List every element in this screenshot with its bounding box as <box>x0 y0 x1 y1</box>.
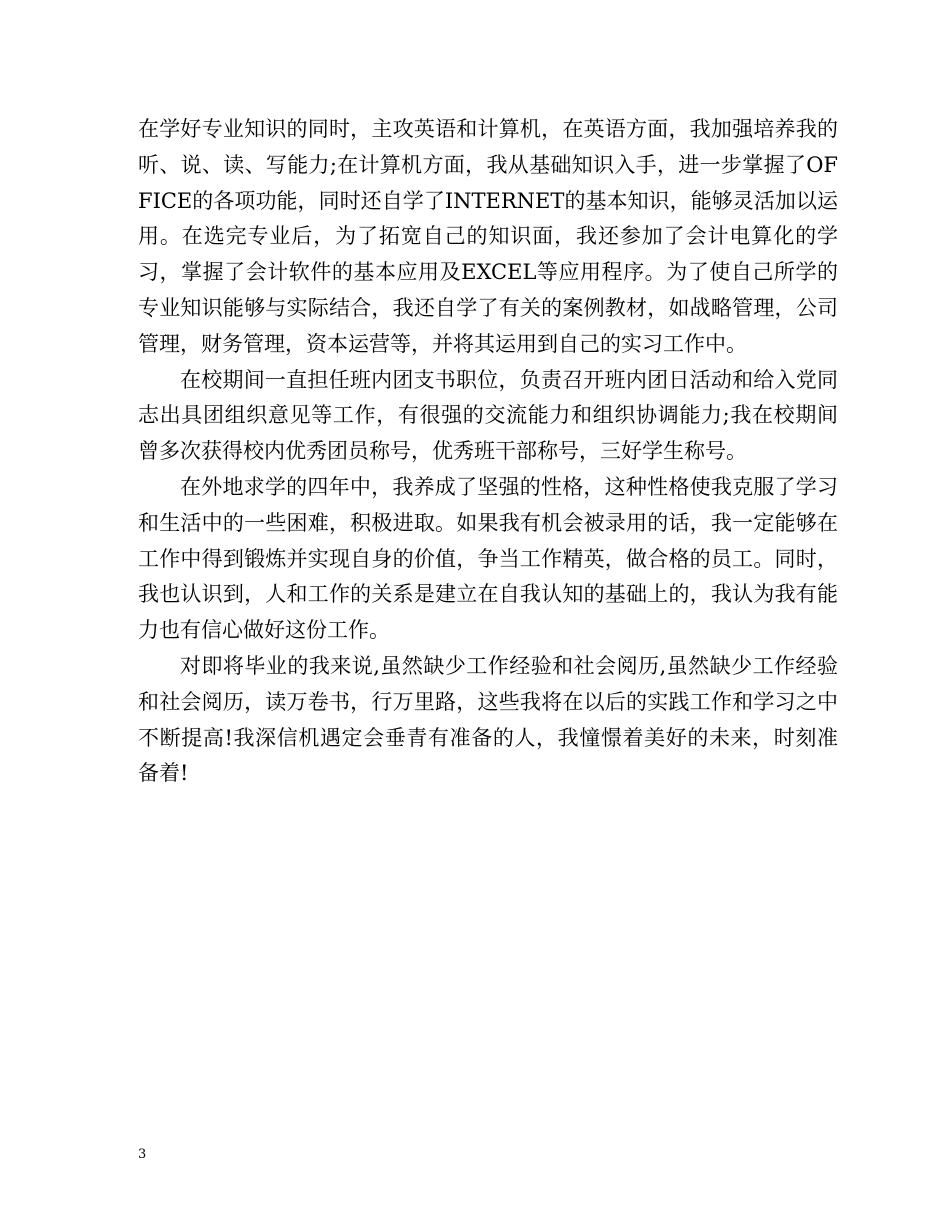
paragraph-future: 对即将毕业的我来说,虽然缺少工作经验和社会阅历,虽然缺少工作经验和社会阅历，读万卷书，行万里路，这些我将在以后的实践工作和学习之中不断提高!我深信机遇定会垂青有准备的人，我憧憬着美好的未来，时刻准备着! <box>138 653 838 786</box>
paragraph-campus-duties: 在校期间一直担任班内团支书职位，负责召开班内团日活动和给入党同志出具团组织意见等工作，有很强的交流能力和组织协调能力;我在校期间曾多次获得校内优秀团员称号，优秀班干部称号，三好学生称号。 <box>138 367 838 464</box>
paragraph-character: 在外地求学的四年中，我养成了坚强的性格，这种性格使我克服了学习和生活中的一些困难，积极进取。如果我有机会被录用的话，我一定能够在工作中得到锻炼并实现自身的价值，争当工作精英，做合格的员工。同时，我也认识到，人和工作的关系是建立在自我认知的基础上的，我认为我有能力也有信心做好这份工作。 <box>138 474 838 643</box>
document-body <box>138 112 838 792</box>
page-number: 3 <box>138 1147 147 1162</box>
paragraph-study: 在学好专业知识的同时，主攻英语和计算机，在英语方面，我加强培养我的听、说、读、写能力;在计算机方面，我从基础知识入手，进一步掌握了OFFICE的各项功能，同时还自学了INTERNET的基本知识，能够灵活加以运用。在选完专业后，为了拓宽自己的知识面，我还参加了会计电算化的学习，掌握了会计软件的基本应用及EXCEL等应用程序。为了使自己所学的专业知识能够与实际结合，我还自学了有关的案例教材，如战略管理，公司管理，财务管理，资本运营等，并将其运用到自己的实习工作中。 <box>138 117 838 356</box>
